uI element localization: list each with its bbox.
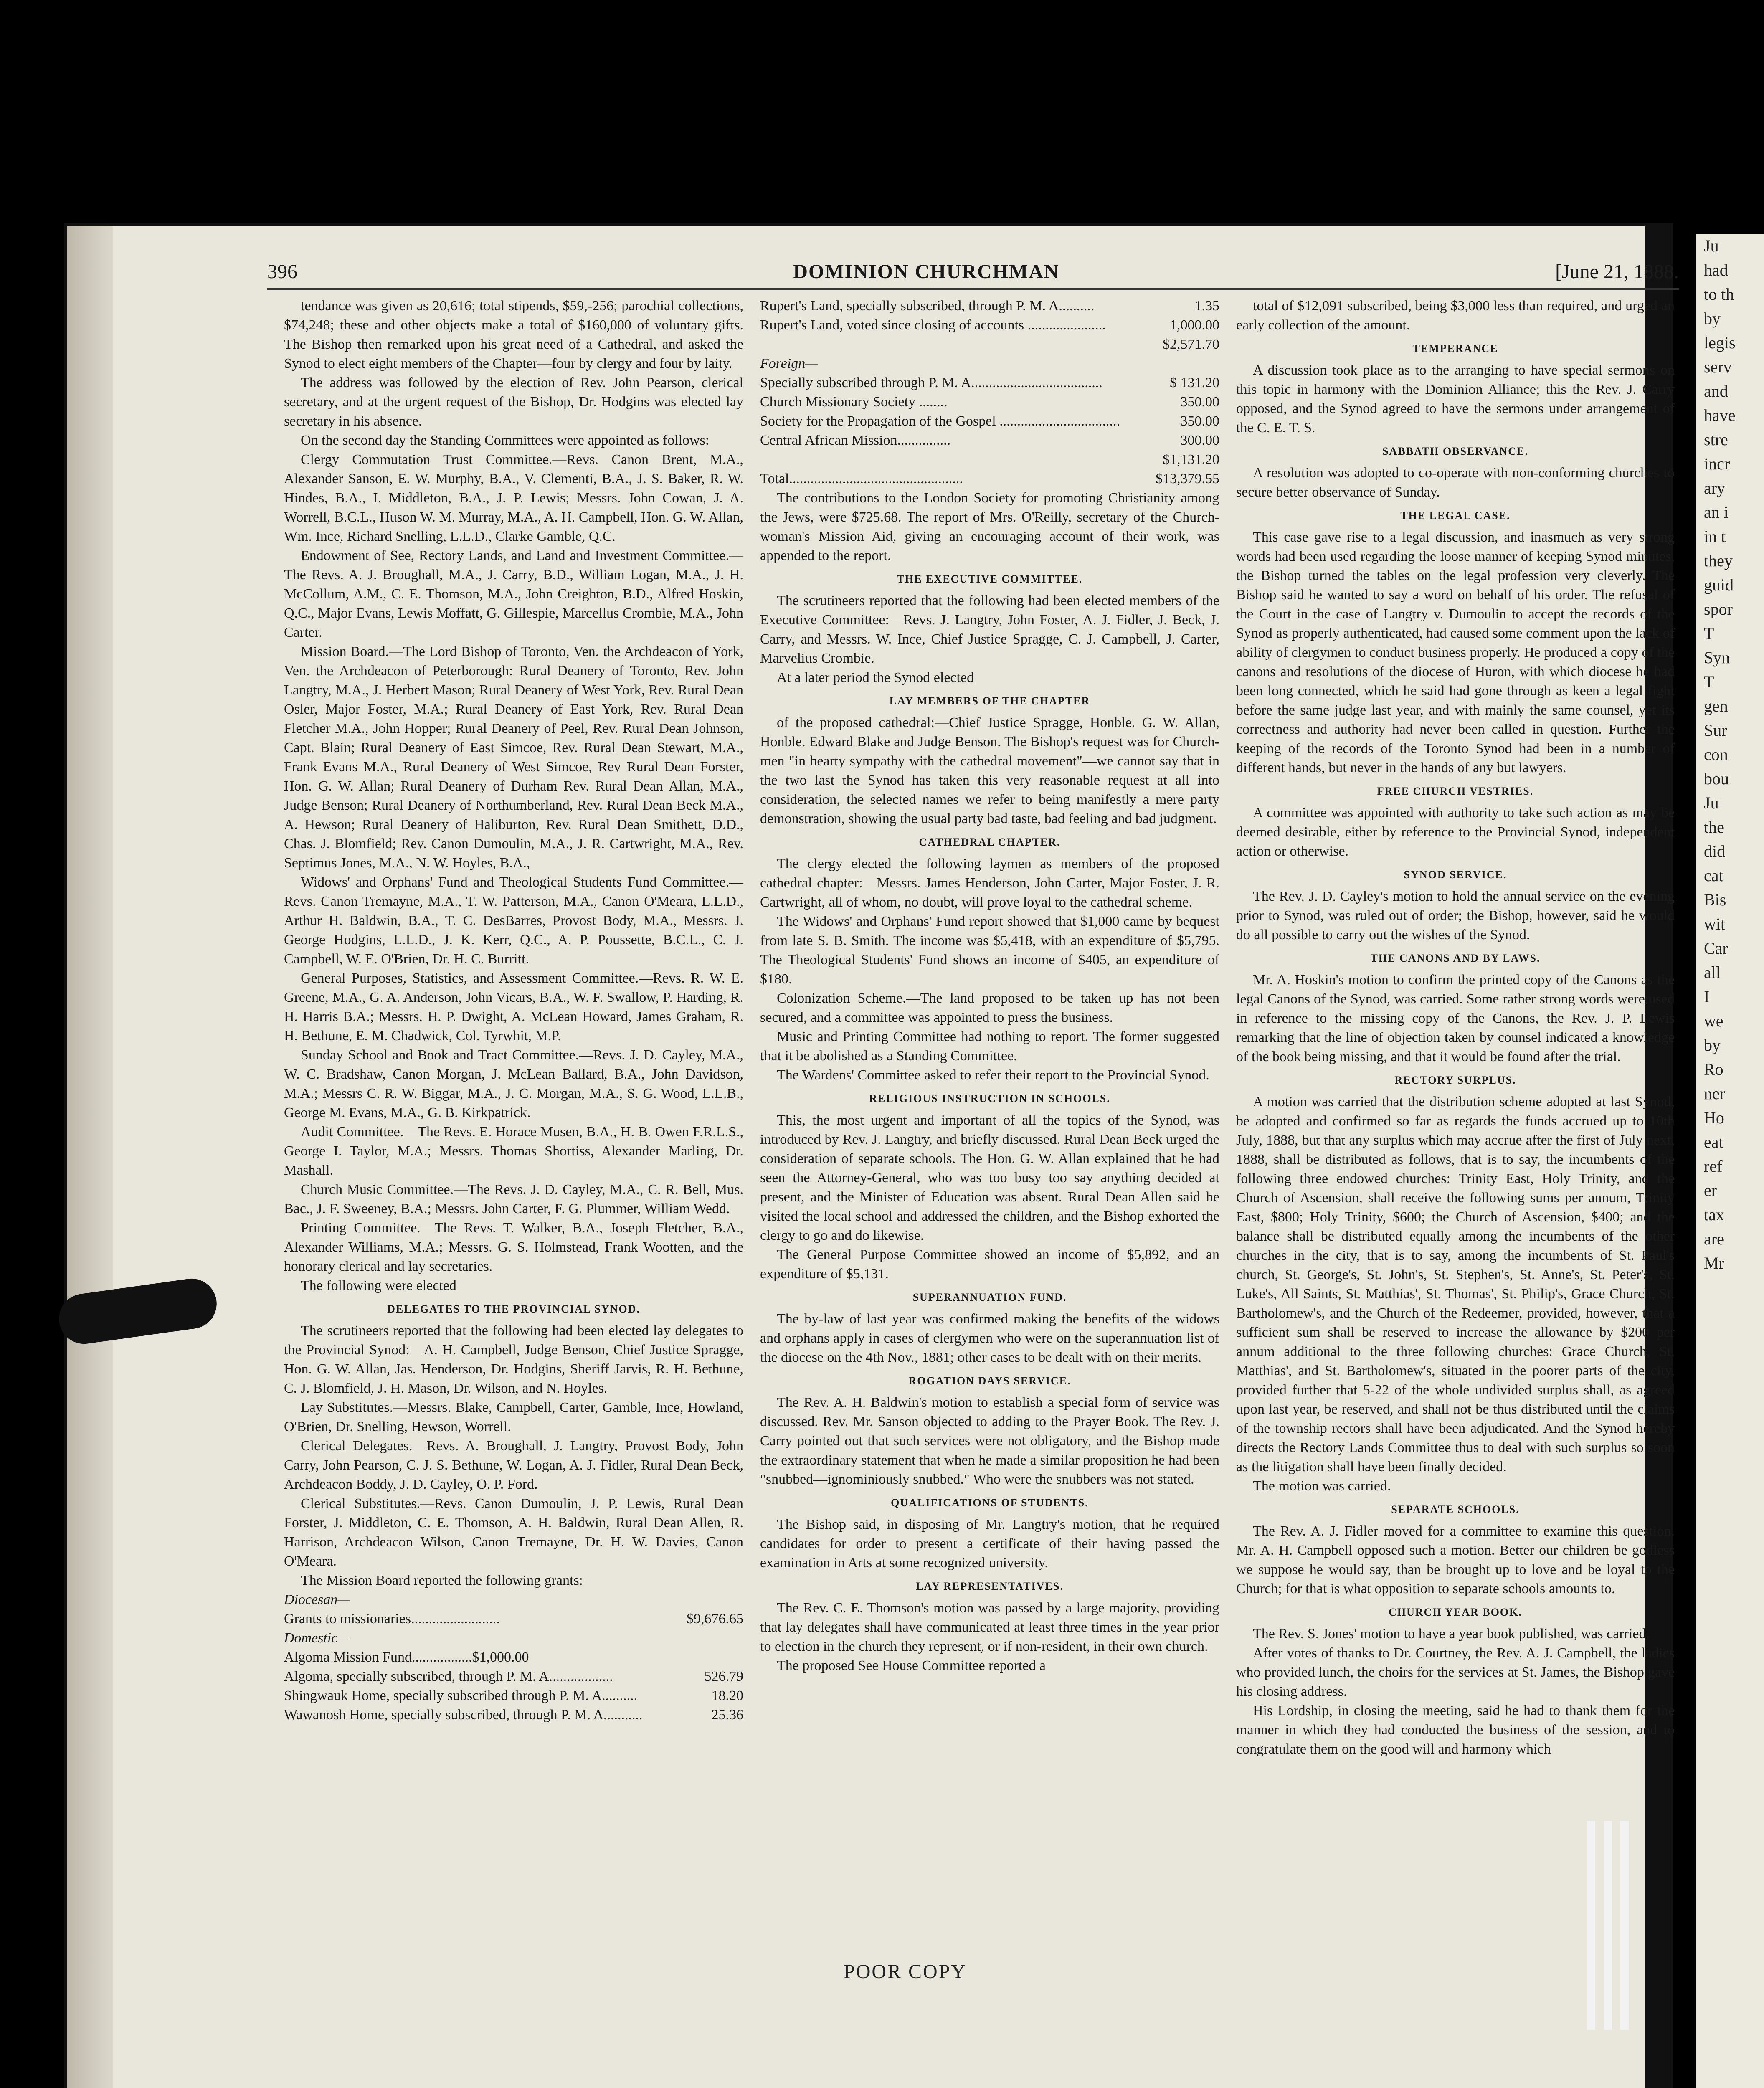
strip-fragment: Syn bbox=[1704, 648, 1730, 667]
strip-fragment: T bbox=[1704, 624, 1714, 643]
paragraph: The scrutineers reported that the following had been elected lay delegates to the Provincial Synod:—A. H. Campbell, Judge Benson, Chief Justice Spragge, Hon. G. W. Allan, Jas. Henderson, Dr. Hodgins, Sheriff Jarvis, R. H. Bethune, C. J. Blomfield, J. H. Mason, Dr. Wilson, and N. Hoyles. bbox=[284, 1323, 743, 1396]
paragraph: Audit Committee.—The Revs. E. Horace Musen, B.A., H. B. Owen F.R.L.S., George I. Taylor, M.A.; Messrs. Thomas Shortiss, Alexander Marling, Dr. Mashall. bbox=[284, 1124, 743, 1178]
strip-fragment: in t bbox=[1704, 527, 1726, 546]
section-heading: SUPERANNUATION FUND. bbox=[912, 1291, 1067, 1303]
strip-fragment: Ro bbox=[1704, 1060, 1723, 1079]
grant-row bbox=[760, 393, 1219, 412]
section-heading: CHURCH YEAR BOOK. bbox=[1389, 1606, 1522, 1618]
grant-row bbox=[760, 373, 1219, 393]
page-number: 396 bbox=[267, 260, 297, 283]
section-heading: SEPARATE SCHOOLS. bbox=[1391, 1503, 1520, 1515]
strip-fragment: the bbox=[1704, 818, 1724, 836]
section-heading: LAY REPRESENTATIVES. bbox=[916, 1580, 1064, 1592]
strip-fragment: con bbox=[1704, 745, 1728, 764]
grant-label: Grants to missionaries......................... bbox=[284, 1611, 500, 1627]
paragraph: The proposed See House Committee reported a bbox=[777, 1658, 1046, 1673]
grant-label: Rupert's Land, specially subscribed, through P. M. A.......... bbox=[760, 298, 1095, 314]
strip-fragment: spor bbox=[1704, 600, 1733, 618]
paragraph: The Rev. A. J. Fidler moved for a committee to examine this question. Mr. A. H. Campbell opposed such a motion. Better our children be godless we suppose he would say, than be brought up to love and be loyal to the Church; for that is what opposition to separate schools amounts to. bbox=[1236, 1523, 1675, 1596]
grant-row bbox=[284, 1686, 743, 1705]
grant-amount: 25.36 bbox=[711, 1707, 743, 1723]
strip-fragment: have bbox=[1704, 406, 1736, 425]
grant-row bbox=[760, 296, 1219, 316]
publication-title: DOMINION CHURCHMAN bbox=[793, 260, 1059, 283]
paragraph: After votes of thanks to Dr. Courtney, the Rev. A. J. Campbell, the ladies who provided lunch, the choirs for the services at St. James, the Bishop gave his closing address. bbox=[1236, 1645, 1675, 1699]
paragraph: The Wardens' Committee asked to refer their report to the Provincial Synod. bbox=[777, 1067, 1209, 1083]
paragraph: of the proposed cathedral:—Chief Justice Spragge, Honble. G. W. Allan, Honble. Edward Blake and Judge Benson. The Bishop's request was for Church-men "in hearty sympathy with the cathedral movement"—we cannot say that in the two last the Synod has taken this very reasonable request at all into consideration, the selected names we refer to being manifestly a mere party demonstration, showing the usual party bad taste, bad feeling and bad judgment. bbox=[760, 715, 1219, 826]
paragraph: The following were elected bbox=[301, 1278, 456, 1293]
grant-amount: $ 131.20 bbox=[1170, 375, 1219, 390]
strip-fragment: T bbox=[1704, 672, 1714, 691]
paragraph: Clergy Commutation Trust Committee.—Revs. Canon Brent, M.A., Alexander Sanson, E. W. Murphy, B.A., V. Clementi, B.A., J. S. Baker, R. W. Hindes, B.A., I. Middleton, B.A., J. P. Lewis; Messrs. John Cowan, J. A. Worrell, B.C.L., Huson W. M. Murray, M.A., A. H. Campbell, Hon. G. W. Allan, Wm. Ince, Richard Snelling, L.L.D., Clarke Gamble, Q.C. bbox=[284, 452, 743, 544]
paragraph: The Rev. A. H. Baldwin's motion to establish a special form of service was discussed. Rev. Mr. Sanson objected to adding to the Prayer Book. The Rev. J. Carry pointed out that such services were not obligatory, and the Bishop made the extraordinary statement that when he made a similar proposition he had been "snubbed—ignominiously snubbed." Who were the snubbers was not stated. bbox=[760, 1395, 1219, 1487]
book-spine bbox=[67, 226, 113, 2088]
paragraph: This, the most urgent and important of all the topics of the Synod, was introduced by Rev. J. Langtry, and briefly discussed. Rural Dean Beck urged the consideration of separate schools. The Hon. G. W. Allan explained that he had seen the Attorney-General, who was too busy too say anything decided at present, and the Minister of Education was absent. Rural Dean Allen said he visited the local school and addressed the children, and the Bishop exhorted the clergy to go and do likewise. bbox=[760, 1112, 1219, 1243]
header-rule bbox=[267, 288, 1679, 290]
grant-label: Wawanosh Home, specially subscribed, through P. M. A........... bbox=[284, 1707, 643, 1723]
grant-category: Foreign— bbox=[760, 356, 818, 371]
paragraph: A motion was carried that the distribution scheme adopted at last Synod, be adopted and confirmed so far as regards the funds accrued up to 10th July, 1888, but that any surplus which may accrue after the first of July next, 1888, shall be distributed as follows, that is to say, the incumbents of the following three endowed churches: Trinity East, Holy Trinity, and the Church of Ascension, shall receive the following sums per annum, Trinity East, $800; Holy Trinity, $600; the Church of Ascension, $400; and the balance shall be distributed equally among the incumbents of the other churches in the city, that is to say, among the incumbents of St. Paul's church, St. George's, St. John's, St. Stephen's, St. Anne's, St. Peter's, St. Luke's, All Saints, St. Matthias', St. Thomas', St. Philip's, Grace Church, St. Bartholomew's, and the Church of the Redeemer, provided, however, that a sufficient sum shall be reserved to increase the allowance by $200 per annum additional to the three following churches: Grace Church, St. Matthias', and St. Bartholomew's, situated in the poorer parts of the city, provided further that 5-22 of the whole undivided surplus shall, as agreed upon last year, be reserved, and shall not be thus distributed until the claims of the township rectors shall have been adjudicated. And the Synod hereby directs the Rectory Lands Committee thus to deal with such surplus so soon as the litigation shall have been finally decided. bbox=[1236, 1094, 1675, 1475]
strip-fragment: gen bbox=[1704, 697, 1728, 715]
section-heading: SYNOD SERVICE. bbox=[1404, 869, 1507, 881]
grant-amount: 1,000.00 bbox=[1170, 317, 1219, 333]
paragraph: Mr. A. Hoskin's motion to confirm the printed copy of the Canons as the legal Canons of the Synod, was carried. Some rather strong words were used in reference to the missing copy of the Canons, the Rev. J. P. Lewis remarking that the line of objection taken by counsel indicated a knowledge of the book being missing, and that it would be found after the trial. bbox=[1236, 972, 1675, 1064]
paragraph: Clerical Substitutes.—Revs. Canon Dumoulin, J. P. Lewis, Rural Dean Forster, J. Middleton, C. E. Thomson, A. H. Baldwin, Rural Dean Allen, R. Harrison, Archdeacon Wilson, Canon Tremayne, Dr. H. W. Davies, Canon O'Meara. bbox=[284, 1496, 743, 1569]
paragraph: total of $12,091 subscribed, being $3,000 less than required, and urged an early collection of the amount. bbox=[1236, 298, 1675, 333]
paragraph: The Rev. C. E. Thomson's motion was passed by a large majority, providing that lay delegates shall have communicated at least three times in the year prior to election in the church they represent, or if non-resident, in their own church. bbox=[760, 1600, 1219, 1654]
grant-row bbox=[760, 431, 1219, 450]
paragraph: Colonization Scheme.—The land proposed to be taken up has not been secured, and a committee was appointed to press the business. bbox=[760, 991, 1219, 1025]
grant-row bbox=[284, 1648, 743, 1667]
grant-row bbox=[284, 1667, 743, 1686]
paragraph: Clerical Delegates.—Revs. A. Broughall, J. Langtry, Provost Body, John Carry, John Pearson, C. J. S. Bethune, W. Logan, A. J. Fidler, Rural Dean Beck, Archdeacon Boddy, J. D. Cayley, O. P. Ford. bbox=[284, 1438, 743, 1492]
paragraph: The by-law of last year was confirmed making the benefits of the widows and orphans apply in cases of clergymen who were on the superannuation list of the diocese on the 4th Nov., 1881; other cases to be dealt with on their merits. bbox=[760, 1311, 1219, 1365]
grant-label: Central African Mission............... bbox=[760, 433, 951, 448]
strip-fragment: eat bbox=[1704, 1133, 1723, 1151]
strip-fragment: we bbox=[1704, 1011, 1723, 1030]
strip-fragment: Ho bbox=[1704, 1108, 1724, 1127]
paragraph: This case gave rise to a legal discussion, and inasmuch as very strong words had been used regarding the loose manner of keeping Synod minutes, the Bishop turned the tables on the legal profession very cleverly. The Bishop said he wanted to say a word on behalf of his order. The refusal of the Court in the case of Langtry v. Dumoulin to accept the records of the Synod as properly authenticated, had caused some comment upon the lack of ability of clergymen to conduct business properly. He produced a copy of the canons and resolutions of the diocese of Huron, with which diocese he had been long connected, which he said had gone through as keen a legal fight before the same judge last year, and with mainly the same counsel, yet its correctness and authority had never been called in question. Further the keeping of the records of the Toronto Synod had been in a number of different hands, but never in the hands of any but lawyers. bbox=[1236, 530, 1675, 775]
strip-fragment: they bbox=[1704, 551, 1733, 570]
paragraph: The Rev. S. Jones' motion to have a year book published, was carried. bbox=[1253, 1626, 1650, 1642]
strip-fragment: Ju bbox=[1704, 793, 1719, 812]
strip-fragment: had bbox=[1704, 261, 1728, 279]
grant-label: Shingwauk Home, specially subscribed through P. M. A.......... bbox=[284, 1688, 638, 1703]
scan-bar bbox=[1604, 1821, 1612, 2030]
grant-row bbox=[760, 316, 1219, 335]
strip-fragment: an i bbox=[1704, 503, 1729, 522]
section-heading: FREE CHURCH VESTRIES. bbox=[1377, 785, 1534, 797]
paragraph: Music and Printing Committee had nothing to report. The former suggested that it be abolished as a Standing Committee. bbox=[760, 1029, 1219, 1064]
paragraph: A discussion took place as to the arranging to have special sermons on this topic in harmony with the Dominion Alliance; this the Rev. J. Carry opposed, and the Synod agreed to have the sermons under arrangement of the C. E. T. S. bbox=[1236, 362, 1675, 436]
strip-fragment: Ju bbox=[1704, 236, 1719, 255]
issue-date: [June 21, 1888. bbox=[1555, 260, 1679, 283]
strip-fragment: tax bbox=[1704, 1205, 1724, 1224]
paragraph: General Purposes, Statistics, and Assessment Committee.—Revs. R. W. E. Greene, M.A., G. A. Anderson, John Vicars, B.A., W. F. Swallow, P. Harding, R. H. Harris B.A.; Messrs. H. P. Dwight, A. McLean Howard, James Graham, R. H. Bethune, E. M. Chadwick, Col. Tyrwhit, M.P. bbox=[284, 971, 743, 1044]
strip-fragment: by bbox=[1704, 309, 1721, 328]
grant-category: Domestic— bbox=[284, 1630, 350, 1646]
paragraph: A resolution was adopted to co-operate with non-conforming churches to secure better observance of Sunday. bbox=[1236, 465, 1675, 500]
strip-fragment: and bbox=[1704, 382, 1728, 400]
column-2 bbox=[760, 296, 1219, 1675]
grant-label: Society for the Propagation of the Gospel .................................. bbox=[760, 413, 1120, 429]
paragraph: At a later period the Synod elected bbox=[777, 670, 974, 685]
scan-bar bbox=[1620, 1821, 1629, 2030]
paragraph: The clergy elected the following laymen as members of the proposed cathedral chapter:—Messrs. James Henderson, John Carter, Major Foster, J. R. Cartwright, all of whom, no doubt, will prove loyal to the cathedral scheme. bbox=[760, 856, 1219, 910]
strip-fragment: ner bbox=[1704, 1084, 1726, 1103]
strip-fragment: ary bbox=[1704, 479, 1726, 497]
scan-bar bbox=[1587, 1821, 1595, 2030]
paragraph: His Lordship, in closing the meeting, said he had to thank them for the manner in which they had conducted the business of the session, and to congratulate them on the good will and harmony which bbox=[1236, 1703, 1675, 1757]
grant-amount: 526.79 bbox=[704, 1669, 743, 1684]
grant-row bbox=[760, 450, 1219, 469]
grant-row bbox=[284, 1609, 743, 1629]
strip-fragment: ref bbox=[1704, 1157, 1723, 1176]
column-3 bbox=[1236, 296, 1675, 1759]
grant-amount: $1,131.20 bbox=[1163, 452, 1219, 467]
strip-fragment: wit bbox=[1704, 915, 1726, 933]
section-heading: QUALIFICATIONS OF STUDENTS. bbox=[891, 1497, 1089, 1509]
section-heading: SABBATH OBSERVANCE. bbox=[1382, 445, 1528, 457]
grant-amount: 350.00 bbox=[1180, 413, 1219, 429]
grant-amount: 1.35 bbox=[1194, 298, 1219, 314]
paragraph: Lay Substitutes.—Messrs. Blake, Campbell, Carter, Gamble, Ince, Howland, O'Brien, Dr. Snelling, Hewson, Worrell. bbox=[284, 1400, 743, 1434]
grant-row bbox=[760, 412, 1219, 431]
grant-row bbox=[760, 469, 1219, 489]
grant-amount: $13,379.55 bbox=[1156, 471, 1219, 487]
grant-amount: $9,676.65 bbox=[687, 1611, 743, 1627]
strip-fragment: er bbox=[1704, 1181, 1717, 1200]
section-heading: THE EXECUTIVE COMMITTEE. bbox=[897, 573, 1083, 585]
paragraph: The scrutineers reported that the following had been elected members of the Executive Committee:—Revs. J. Langtry, John Foster, A. J. Fidler, J. Beck, J. Carry, and Messrs. W. Ince, Chief Justice Spragge, C. J. Campbell, J. Carter, Marvelius Crombie. bbox=[760, 593, 1219, 666]
grant-label: Total................................................. bbox=[760, 471, 963, 487]
strip-fragment: cat bbox=[1704, 866, 1723, 885]
paragraph: On the second day the Standing Committees were appointed as follows: bbox=[301, 433, 710, 448]
strip-fragment: incr bbox=[1704, 454, 1730, 473]
grant-category: Diocesan— bbox=[284, 1592, 350, 1607]
section-heading: ROGATION DAYS SERVICE. bbox=[908, 1375, 1071, 1387]
grant-label: Specially subscribed through P. M. A..................................... bbox=[760, 375, 1102, 390]
section-heading: THE CANONS AND BY LAWS. bbox=[1370, 952, 1541, 964]
paragraph: The contributions to the London Society for promoting Christianity among the Jews, were $725.68. The report of Mrs. O'Reilly, secretary of the Church-woman's Mission Aid, giving an encouraging account of their work, was appended to the report. bbox=[760, 490, 1219, 563]
strip-fragment: by bbox=[1704, 1036, 1721, 1054]
strip-fragment: all bbox=[1704, 963, 1721, 982]
paragraph: tendance was given as 20,616; total stipends, $59,-256; parochial collections, $74,248; these and other objects make a total of $160,000 of voluntary gifts. The Bishop then remarked upon his great need of a Cathedral, and asked the Synod to elect eight members of the Chapter—four by clergy and four by laity. bbox=[284, 298, 743, 371]
paragraph: A committee was appointed with authority to take such action as may be deemed desirable, either by reference to the Provincial Synod, independent action or otherwise. bbox=[1236, 805, 1675, 859]
section-heading: TEMPERANCE bbox=[1412, 342, 1498, 355]
paragraph: Mission Board.—The Lord Bishop of Toronto, Ven. the Archdeacon of York, Ven. the Archdeacon of Peterborough: Rural Deanery of Toronto, Rev. John Langtry, M.A., J. Herbert Mason; Rural Deanery of West York, Rev. Rural Dean Osler, Major Foster, M.A.; Rural Deanery of East York, Rev. Rural Dean Fletcher M.A., John Hopper; Rural Deanery of Peel, Rev. Rural Dean Johnson, Capt. Blain; Rural Deanery of East Simcoe, Rev. Rural Dean Stewart, M.A., Frank Evans M.A., Rural Deanery of West Simcoe, Rev Rural Dean Forster, Hon. G. W. Allan; Rural Deanery of Durham Rev. Rural Dean Allan, M.A., Judge Benson; Rural Deanery of Northumberland, Rev. Rural Dean Beck M.A., A. Hewson; Rural Deanery of Haliburton, Rev. Rural Dean Smithett, D.D., Chas. J. Blomfield; Rev. Canon Dumoulin, M.A., J. R. Cartwright, M.A., Rev. Septimus Jones, M.A., N. W. Hoyles, B.A., bbox=[284, 644, 743, 871]
section-heading: RECTORY SURPLUS. bbox=[1394, 1074, 1516, 1086]
grant-amount: $2,571.70 bbox=[1163, 337, 1219, 352]
strip-fragment: Car bbox=[1704, 939, 1728, 958]
strip-fragment: are bbox=[1704, 1229, 1724, 1248]
paragraph: Printing Committee.—The Revs. T. Walker, B.A., Joseph Fletcher, B.A., Alexander Williams, M.A.; Messrs. G. S. Holmstead, Frank Wootten, and the honorary clerical and lay secretaries. bbox=[284, 1220, 743, 1274]
strip-fragment: legis bbox=[1704, 333, 1736, 352]
strip-fragment: Mr bbox=[1704, 1254, 1724, 1272]
paragraph: The Rev. J. D. Cayley's motion to hold the annual service on the evening prior to Synod, was ruled out of order; the Bishop, however, said he would do all possible to carry out the wishes of the Synod. bbox=[1236, 889, 1675, 943]
strip-fragment: bou bbox=[1704, 769, 1729, 788]
section-heading: THE LEGAL CASE. bbox=[1400, 509, 1511, 522]
grant-row bbox=[284, 1705, 743, 1725]
paragraph: The Bishop said, in disposing of Mr. Langtry's motion, that he required candidates for order to present a certificate of their having passed the examination in Arts at some recognized university. bbox=[760, 1517, 1219, 1571]
strip-fragment: Sur bbox=[1704, 721, 1727, 740]
section-heading: LAY MEMBERS OF THE CHAPTER bbox=[889, 695, 1090, 707]
column-1 bbox=[284, 296, 743, 1725]
poor-copy-note: POOR COPY bbox=[835, 1959, 975, 1985]
grant-amount: 300.00 bbox=[1180, 433, 1219, 448]
page-header bbox=[267, 257, 1679, 286]
section-heading: DELEGATES TO THE PROVINCIAL SYNOD. bbox=[387, 1303, 640, 1315]
next-page-strip bbox=[1696, 234, 1764, 2088]
strip-fragment: stre bbox=[1704, 430, 1728, 449]
paragraph: Endowment of See, Rectory Lands, and Land and Investment Committee.—The Revs. A. J. Broughall, M.A., J. Carry, B.D., William Logan, M.A., J. H. McCollum, A.M., C. E. Thomson, M.A., John Creighton, B.D., Alfred Hoskin, Q.C., Major Evans, Lewis Moffatt, G. Gillespie, Marcellus Crombie, M.A., John Carter. bbox=[284, 548, 743, 640]
strip-fragment: Bis bbox=[1704, 890, 1726, 909]
strip-fragment: I bbox=[1704, 987, 1710, 1006]
paragraph: The General Purpose Committee showed an income of $5,892, and an expenditure of $5,131. bbox=[760, 1247, 1219, 1282]
grant-label: Rupert's Land, voted since closing of accounts ...................... bbox=[760, 317, 1106, 333]
grant-amount: 18.20 bbox=[711, 1688, 743, 1703]
strip-fragment: guid bbox=[1704, 575, 1734, 594]
grant-amount: 350.00 bbox=[1180, 394, 1219, 410]
section-heading: RELIGIOUS INSTRUCTION IN SCHOOLS. bbox=[869, 1092, 1110, 1105]
strip-fragment: did bbox=[1704, 842, 1726, 861]
grant-label: Algoma, specially subscribed, through P. M. A.................. bbox=[284, 1669, 613, 1684]
paragraph: The Widows' and Orphans' Fund report showed that $1,000 came by bequest from late S. B. Smith. The income was $5,418, with an expenditure of $5,795. The Theological Students' Fund shows an income of $405, an expenditure of $180. bbox=[760, 914, 1219, 987]
paragraph: Church Music Committee.—The Revs. J. D. Cayley, M.A., C. R. Bell, Mus. Bac., J. F. Sweeney, B.A.; Messrs. John Carter, F. G. Plummer, William Wedd. bbox=[284, 1182, 743, 1216]
paragraph: Sunday School and Book and Tract Committee.—Revs. J. D. Cayley, M.A., W. C. Bradshaw, Canon Morgan, J. McLean Ballard, B.A., John Davidson, M.A.; Messrs C. R. W. Biggar, M.A., J. C. Morgan, M.A., S. G. Wood, L.L.B., George M. Evans, M.A., G. B. Kirkpatrick. bbox=[284, 1047, 743, 1120]
grant-label: Church Missionary Society ........ bbox=[760, 394, 948, 410]
paragraph: Widows' and Orphans' Fund and Theological Students Fund Committee.—Revs. Canon Tremayne, M.A., T. W. Patterson, M.A., Canon O'Meara, L.L.D., Arthur H. Baldwin, B.A., T. C. DesBarres, Provost Body, M.A., Messrs. J. George Hodgins, L.L.D., J. K. Kerr, Q.C., A. P. Poussette, B.C.L., C. J. Campbell, W. E. O'Brien, Dr. H. C. Burritt. bbox=[284, 874, 743, 967]
strip-fragment: serv bbox=[1704, 357, 1732, 376]
section-heading: CATHEDRAL CHAPTER. bbox=[919, 836, 1061, 848]
grant-amount bbox=[740, 1648, 743, 1667]
strip-fragment: to th bbox=[1704, 285, 1734, 304]
grant-row bbox=[760, 335, 1219, 354]
paragraph: The motion was carried. bbox=[1253, 1478, 1391, 1494]
paragraph: The address was followed by the election of Rev. John Pearson, clerical secretary, and at the urgent request of the Bishop, Dr. Hodgins was elected lay secretary in his absence. bbox=[284, 375, 743, 429]
grant-label: Algoma Mission Fund.................$1,000.00 bbox=[284, 1650, 529, 1665]
paragraph: The Mission Board reported the following grants: bbox=[301, 1573, 583, 1588]
